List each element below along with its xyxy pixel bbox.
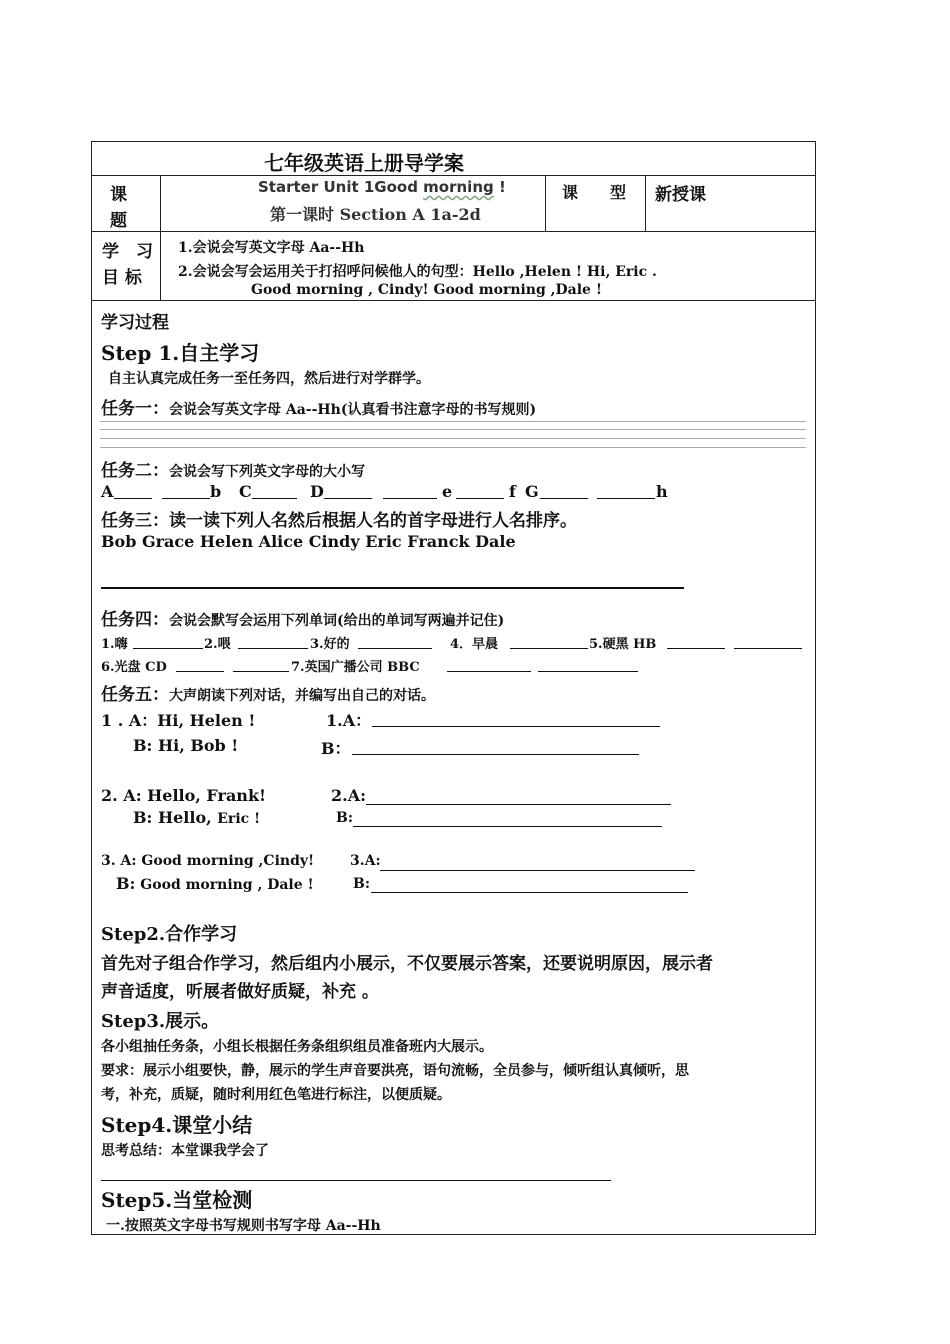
step3-text: 要求：展示小组要快，静，展示的学生声音要洪亮，语句流畅，全员参与，倾听组认真倾听，思 [101,1063,689,1079]
dialogue-line: 3. A: Good morning ,Cindy! [101,853,315,869]
task5: 任务五：大声朗读下列对话，并编写出自己的对话。 [101,685,435,705]
letter: G [525,482,539,501]
answer-blank[interactable] [358,648,432,649]
step3-text: 各小组抽任务条，小组长根据任务条组织组员准备班内大展示。 [101,1039,493,1055]
writing-line [100,421,806,422]
vocab-item: 3.好的 [310,637,350,652]
document-title: 七年级英语上册导学案 [264,151,464,175]
answer-blank[interactable] [447,671,531,672]
answer-blank[interactable] [366,804,671,805]
answer-blank[interactable] [238,648,308,649]
type-label: 课 型 [562,183,627,202]
task2: 任务二：会说会写下列英文字母的大小写 [101,461,365,481]
letter: f [509,482,516,501]
step3-text: 考，补充，质疑，随时利用红色笔进行标注，以便质疑。 [101,1087,451,1103]
task3: 任务三：读一读下列人名然后根据人名的首字母进行人名排序。 [101,511,577,531]
dialogue-line: B: Good morning , Dale ! [116,874,314,893]
answer-blank[interactable] [233,671,289,672]
answer-blank[interactable] [734,648,802,649]
dialogue-line: 1 . A：Hi, Helen ! [101,711,256,730]
column-divider [645,175,646,231]
own-dialogue-label: 1.A： [326,711,372,730]
answer-blank[interactable] [510,648,588,649]
goals-label: 目 标 [102,268,142,288]
row-divider [92,300,815,301]
topic-label: 题 [110,211,127,231]
vocab-item: 5.硬黑 HB [589,637,657,652]
dialogue-line: 2. A: Hello, Frank! [101,786,267,805]
goal-item-continued: Good morning , Cindy! Good morning ,Dale ! [251,282,602,298]
topic-unit: Starter Unit 1Good morning ! [258,178,506,196]
answer-blank[interactable] [162,498,210,499]
step1-intro: 自主认真完成任务一至任务四，然后进行对学群学。 [108,371,430,387]
answer-blank[interactable] [371,892,688,893]
answer-blank[interactable] [372,726,660,727]
goal-item: 2.会说会写会运用关于打招呼问候他人的句型：Hello ,Helen ! Hi, Eric . [178,264,657,280]
answer-blank[interactable] [252,498,297,499]
task3-names: Bob Grace Helen Alice Cindy Eric Franck Dale [101,532,516,551]
letter: h [656,482,668,501]
step4-title: Step4.课堂小结 [101,1113,253,1137]
step5-text: 一.按照英文字母书写规则书写字母 Aa--Hh [106,1218,381,1234]
task1: 任务一：会说会写英文字母 Aa--Hh(认真看书注意字母的书写规则) [101,399,537,419]
step2-title: Step2.合作学习 [101,924,238,945]
answer-blank[interactable] [383,498,437,499]
step2-text: 声音适度，听展者做好质疑，补充 。 [101,982,379,1002]
vocab-item: 6.光盘 CD [101,660,167,675]
own-dialogue-label: B： [321,739,351,758]
writing-line [100,447,806,448]
step4-text: 思考总结：本堂课我学会了 [101,1143,269,1159]
answer-blank[interactable] [352,754,639,755]
column-divider [160,175,161,300]
vocab-item: 7.英国广播公司 BBC [291,660,420,675]
topic-label: 课 [110,185,127,205]
step2-text: 首先对子组合作学习，然后组内小展示，不仅要展示答案，还要说明原因，展示者 [101,954,713,974]
answer-blank[interactable] [133,648,203,649]
type-value: 新授课 [655,185,706,205]
goals-label: 学 习 [102,242,153,262]
step1-title: Step 1.自主学习 [101,341,260,365]
vocab-item: 1.嗨 [101,637,128,652]
column-divider [545,175,546,231]
task4: 任务四：会说会默写会运用下列单词(给出的单词写两遍并记住) [101,610,505,630]
answer-line[interactable] [101,587,684,589]
answer-blank[interactable] [456,498,504,499]
answer-blank[interactable] [597,498,655,499]
answer-blank[interactable] [380,870,695,871]
process-heading: 学习过程 [101,313,169,333]
lesson-plan-table [91,141,816,1235]
vocab-item: 4．早晨 [450,637,499,652]
letter: A [101,482,114,501]
answer-line[interactable] [101,1180,611,1181]
own-dialogue-label: B: [353,876,371,892]
answer-blank[interactable] [540,498,588,499]
dialogue-line: B: Hi, Bob ! [133,736,239,755]
goal-item: 1.会说会写英文字母 Aa--Hh [178,240,365,256]
writing-line [100,429,806,430]
letter: e [442,482,453,501]
own-dialogue-label: B: [336,810,354,826]
answer-blank[interactable] [324,498,372,499]
vocab-item: 2.喂 [204,637,231,652]
answer-blank[interactable] [353,826,662,827]
step3-title: Step3.展示。 [101,1011,220,1032]
letter: C [239,482,252,501]
answer-blank[interactable] [114,498,152,499]
own-dialogue-label: 3.A: [350,853,381,869]
dialogue-line: B: Hello, Eric ! [133,808,261,827]
answer-blank[interactable] [538,671,638,672]
own-dialogue-label: 2.A: [331,786,367,805]
answer-blank[interactable] [667,648,725,649]
letter: b [210,482,222,501]
writing-line [100,438,806,439]
topic-lesson: 第一课时 Section A 1a-2d [270,205,481,224]
row-divider [92,231,815,232]
step5-title: Step5.当堂检测 [101,1188,253,1212]
letter: D [310,482,324,501]
answer-blank[interactable] [176,671,224,672]
